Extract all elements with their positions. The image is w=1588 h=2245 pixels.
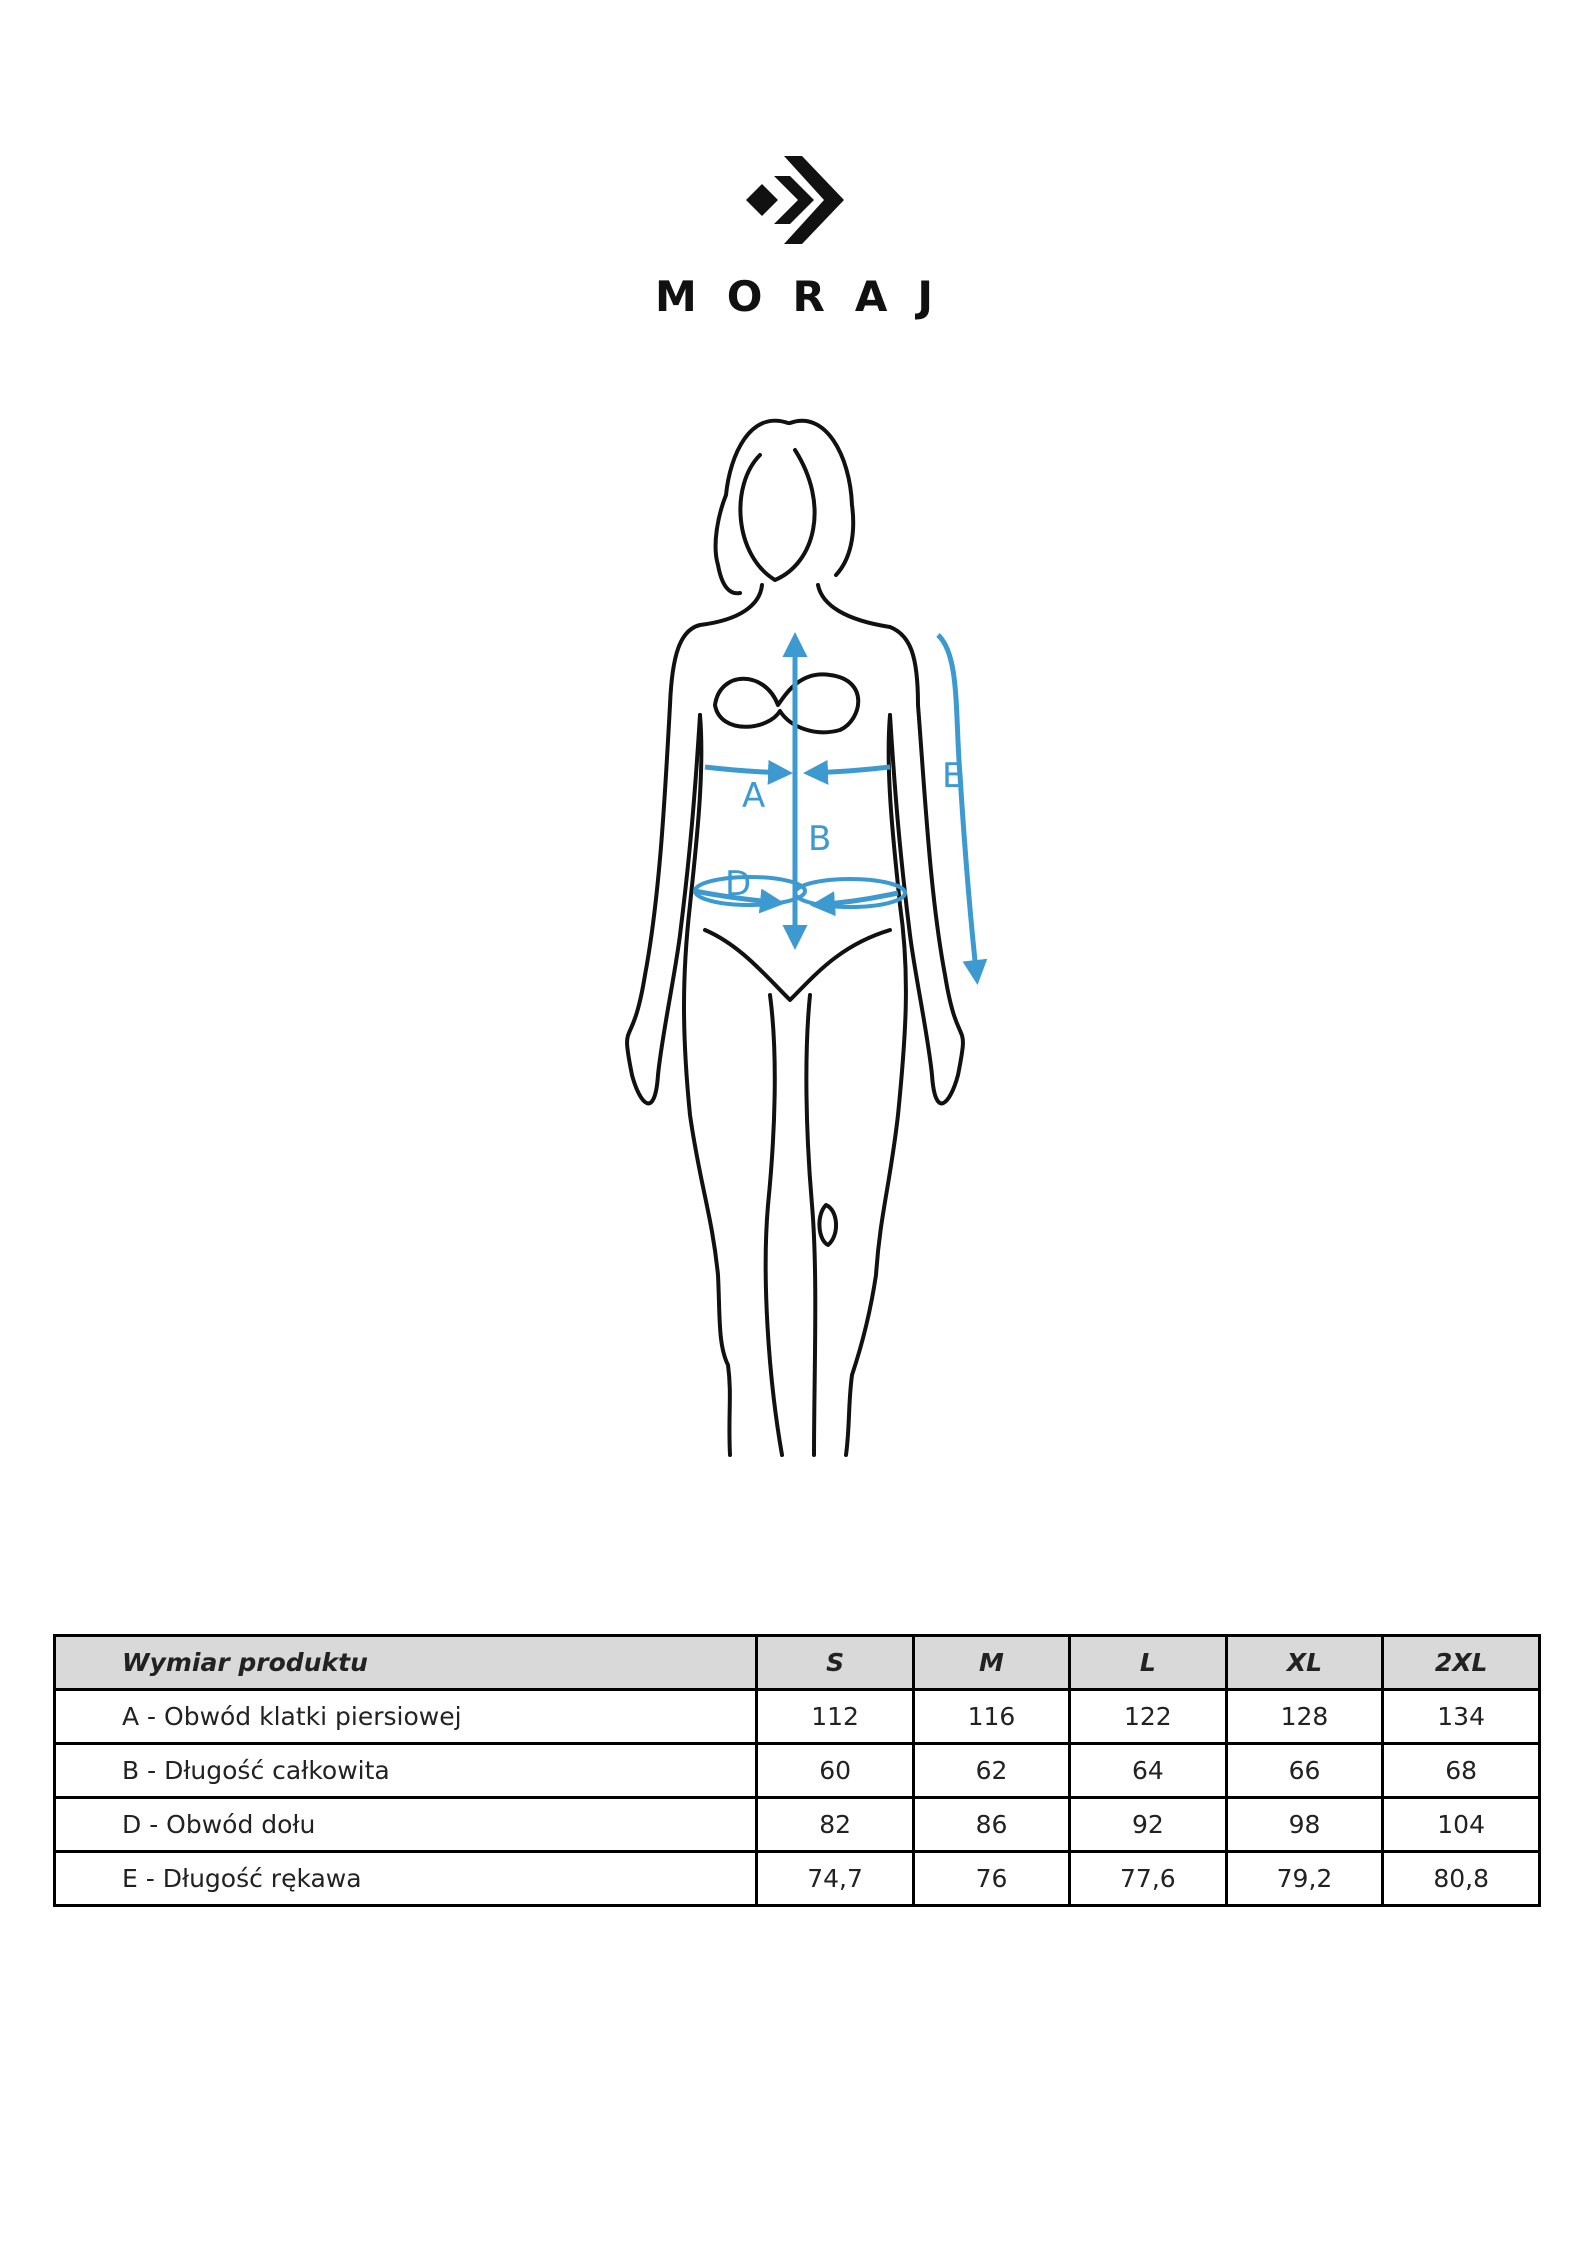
- table-row: [55, 1852, 1540, 1906]
- row-label: D - Obwód dołu: [55, 1798, 757, 1852]
- table-header-row: [55, 1636, 1540, 1690]
- cell-value: 86: [913, 1798, 1069, 1852]
- cell-value: 116: [913, 1690, 1069, 1744]
- header-dimension: Wymiar produktu: [55, 1636, 757, 1690]
- header-size-s: S: [757, 1636, 914, 1690]
- cell-value: 76: [913, 1852, 1069, 1906]
- cell-value: 122: [1070, 1690, 1227, 1744]
- header-size-l: L: [1070, 1636, 1227, 1690]
- cell-value: 134: [1383, 1690, 1540, 1744]
- brand-logo: [0, 150, 1588, 250]
- header-size-m: M: [913, 1636, 1069, 1690]
- cell-value: 98: [1226, 1798, 1383, 1852]
- label-b: B: [808, 819, 832, 859]
- label-a: A: [742, 776, 766, 816]
- label-e: E: [942, 756, 964, 796]
- label-d: D: [725, 864, 752, 904]
- cell-value: 62: [913, 1744, 1069, 1798]
- size-table: [53, 1634, 1541, 1907]
- cell-value: 68: [1383, 1744, 1540, 1798]
- cell-value: 64: [1070, 1744, 1227, 1798]
- logo-arrow-icon: [744, 150, 844, 250]
- cell-value: 77,6: [1070, 1852, 1227, 1906]
- cell-value: 104: [1383, 1798, 1540, 1852]
- cell-value: 82: [757, 1798, 914, 1852]
- cell-value: 79,2: [1226, 1852, 1383, 1906]
- cell-value: 60: [757, 1744, 914, 1798]
- table-row: [55, 1690, 1540, 1744]
- brand-name: MORAJ: [655, 272, 963, 321]
- header-size-2xl: 2XL: [1383, 1636, 1540, 1690]
- table-row: [55, 1744, 1540, 1798]
- row-label: B - Długość całkowita: [55, 1744, 757, 1798]
- cell-value: 74,7: [757, 1852, 914, 1906]
- cell-value: 80,8: [1383, 1852, 1540, 1906]
- cell-value: 112: [757, 1690, 914, 1744]
- cell-value: 128: [1226, 1690, 1383, 1744]
- row-label: A - Obwód klatki piersiowej: [55, 1690, 757, 1744]
- cell-value: 92: [1070, 1798, 1227, 1852]
- cell-value: 66: [1226, 1744, 1383, 1798]
- body-measurement-figure: [600, 415, 1000, 1515]
- table-row: [55, 1798, 1540, 1852]
- row-label: E - Długość rękawa: [55, 1852, 757, 1906]
- header-size-xl: XL: [1226, 1636, 1383, 1690]
